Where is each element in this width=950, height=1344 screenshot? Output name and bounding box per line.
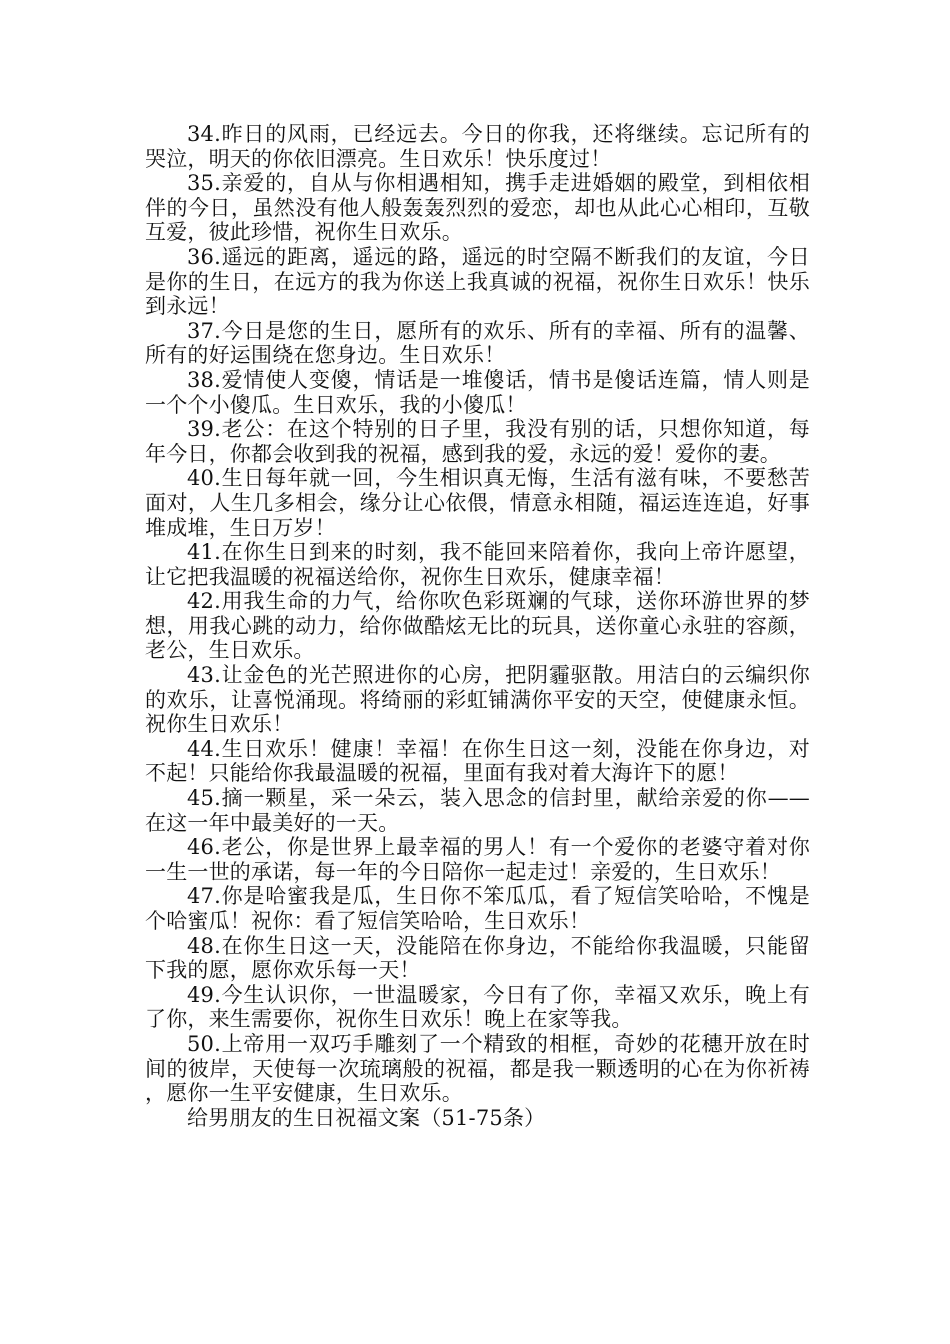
paragraph-50: 50.上帝用一双巧手雕刻了一个精致的相框，奇妙的花穗开放在时间的彼岸，天使每一次琉璃般的祝福，都是我一颗透明的心在为你祈祷，愿你一生平安健康，生日欢乐。 (145, 1031, 810, 1106)
paragraph-48: 48.在你生日这一天，没能陪在你身边，不能给你我温暖，只能留下我的愿，愿你欢乐每一天！ (145, 933, 810, 983)
paragraph-39: 39.老公：在这个特别的日子里，我没有别的话，只想你知道，每年今日，你都会收到我的祝福，感到我的爱，永远的爱！爱你的妻。 (145, 417, 810, 466)
paragraph-42: 42.用我生命的力气，给你吹色彩斑斓的气球，送你环游世界的梦想，用我心跳的动力，给你做酷炫无比的玩具，送你童心永驻的容颜，老公，生日欢乐。 (145, 589, 810, 663)
paragraph-46: 46.老公，你是世界上最幸福的男人！有一个爱你的老婆守着对你一生一世的承诺，每一年的今日陪你一起走过！亲爱的，生日欢乐！ (145, 835, 810, 884)
paragraph-40: 40.生日每年就一回，今生相识真无悔，生活有滋有味，不要愁苦面对，人生几多相会，缘分让心依偎，情意永相随，福运连连追，好事堆成堆，生日万岁！ (145, 466, 810, 540)
paragraph-34: 34.昨日的风雨，已经远去。今日的你我，还将继续。忘记所有的哭泣，明天的你依旧漂亮。生日欢乐！快乐度过！ (145, 122, 810, 171)
paragraph-36: 36.遥远的距离，遥远的路，遥远的时空隔不断我们的友谊，今日是你的生日，在远方的我为你送上我真诚的祝福，祝你生日欢乐！快乐到永远！ (145, 244, 810, 319)
paragraph-38: 38.爱情使人变傻，情话是一堆傻话，情书是傻话连篇，情人则是一个个小傻瓜。生日欢乐，我的小傻瓜！ (145, 367, 810, 417)
paragraph-43: 43.让金色的光芒照进你的心房，把阴霾驱散。用洁白的云编织你的欢乐，让喜悦涌现。将绮丽的彩虹铺满你平安的天空，使健康永恒。祝你生日欢乐！ (145, 663, 810, 737)
document-page (145, 122, 810, 1130)
paragraph-47: 47.你是哈蜜我是瓜，生日你不笨瓜瓜，看了短信笑哈哈，不愧是个哈蜜瓜！祝你：看了短信笑哈哈，生日欢乐！ (145, 884, 810, 933)
paragraph-45: 45.摘一颗星，采一朵云，装入思念的信封里，献给亲爱的你——在这一年中最美好的一天。 (145, 786, 810, 835)
paragraph-44: 44.生日欢乐！健康！幸福！在你生日这一刻，没能在你身边，对不起！只能给你我最温暖的祝福，里面有我对着大海许下的愿！ (145, 736, 810, 786)
section-heading: 给男朋友的生日祝福文案（51-75条） (187, 1105, 546, 1130)
paragraph-49: 49.今生认识你，一世温暖家，今日有了你，幸福又欢乐，晚上有了你，来生需要你，祝你生日欢乐！晚上在家等我。 (145, 982, 810, 1032)
paragraph-37: 37.今日是您的生日，愿所有的欢乐、所有的幸福、所有的温馨、所有的好运围绕在您身边。生日欢乐！ (145, 318, 810, 368)
paragraph-41: 41.在你生日到来的时刻，我不能回来陪着你，我向上帝许愿望，让它把我温暖的祝福送给你，祝你生日欢乐，健康幸福！ (145, 540, 810, 589)
paragraph-35: 35.亲爱的，自从与你相遇相知，携手走进婚姻的殿堂，到相依相伴的今日，虽然没有他人般轰轰烈烈的爱恋，却也从此心心相印，互敬互爱，彼此珍惜，祝你生日欢乐。 (145, 171, 810, 245)
